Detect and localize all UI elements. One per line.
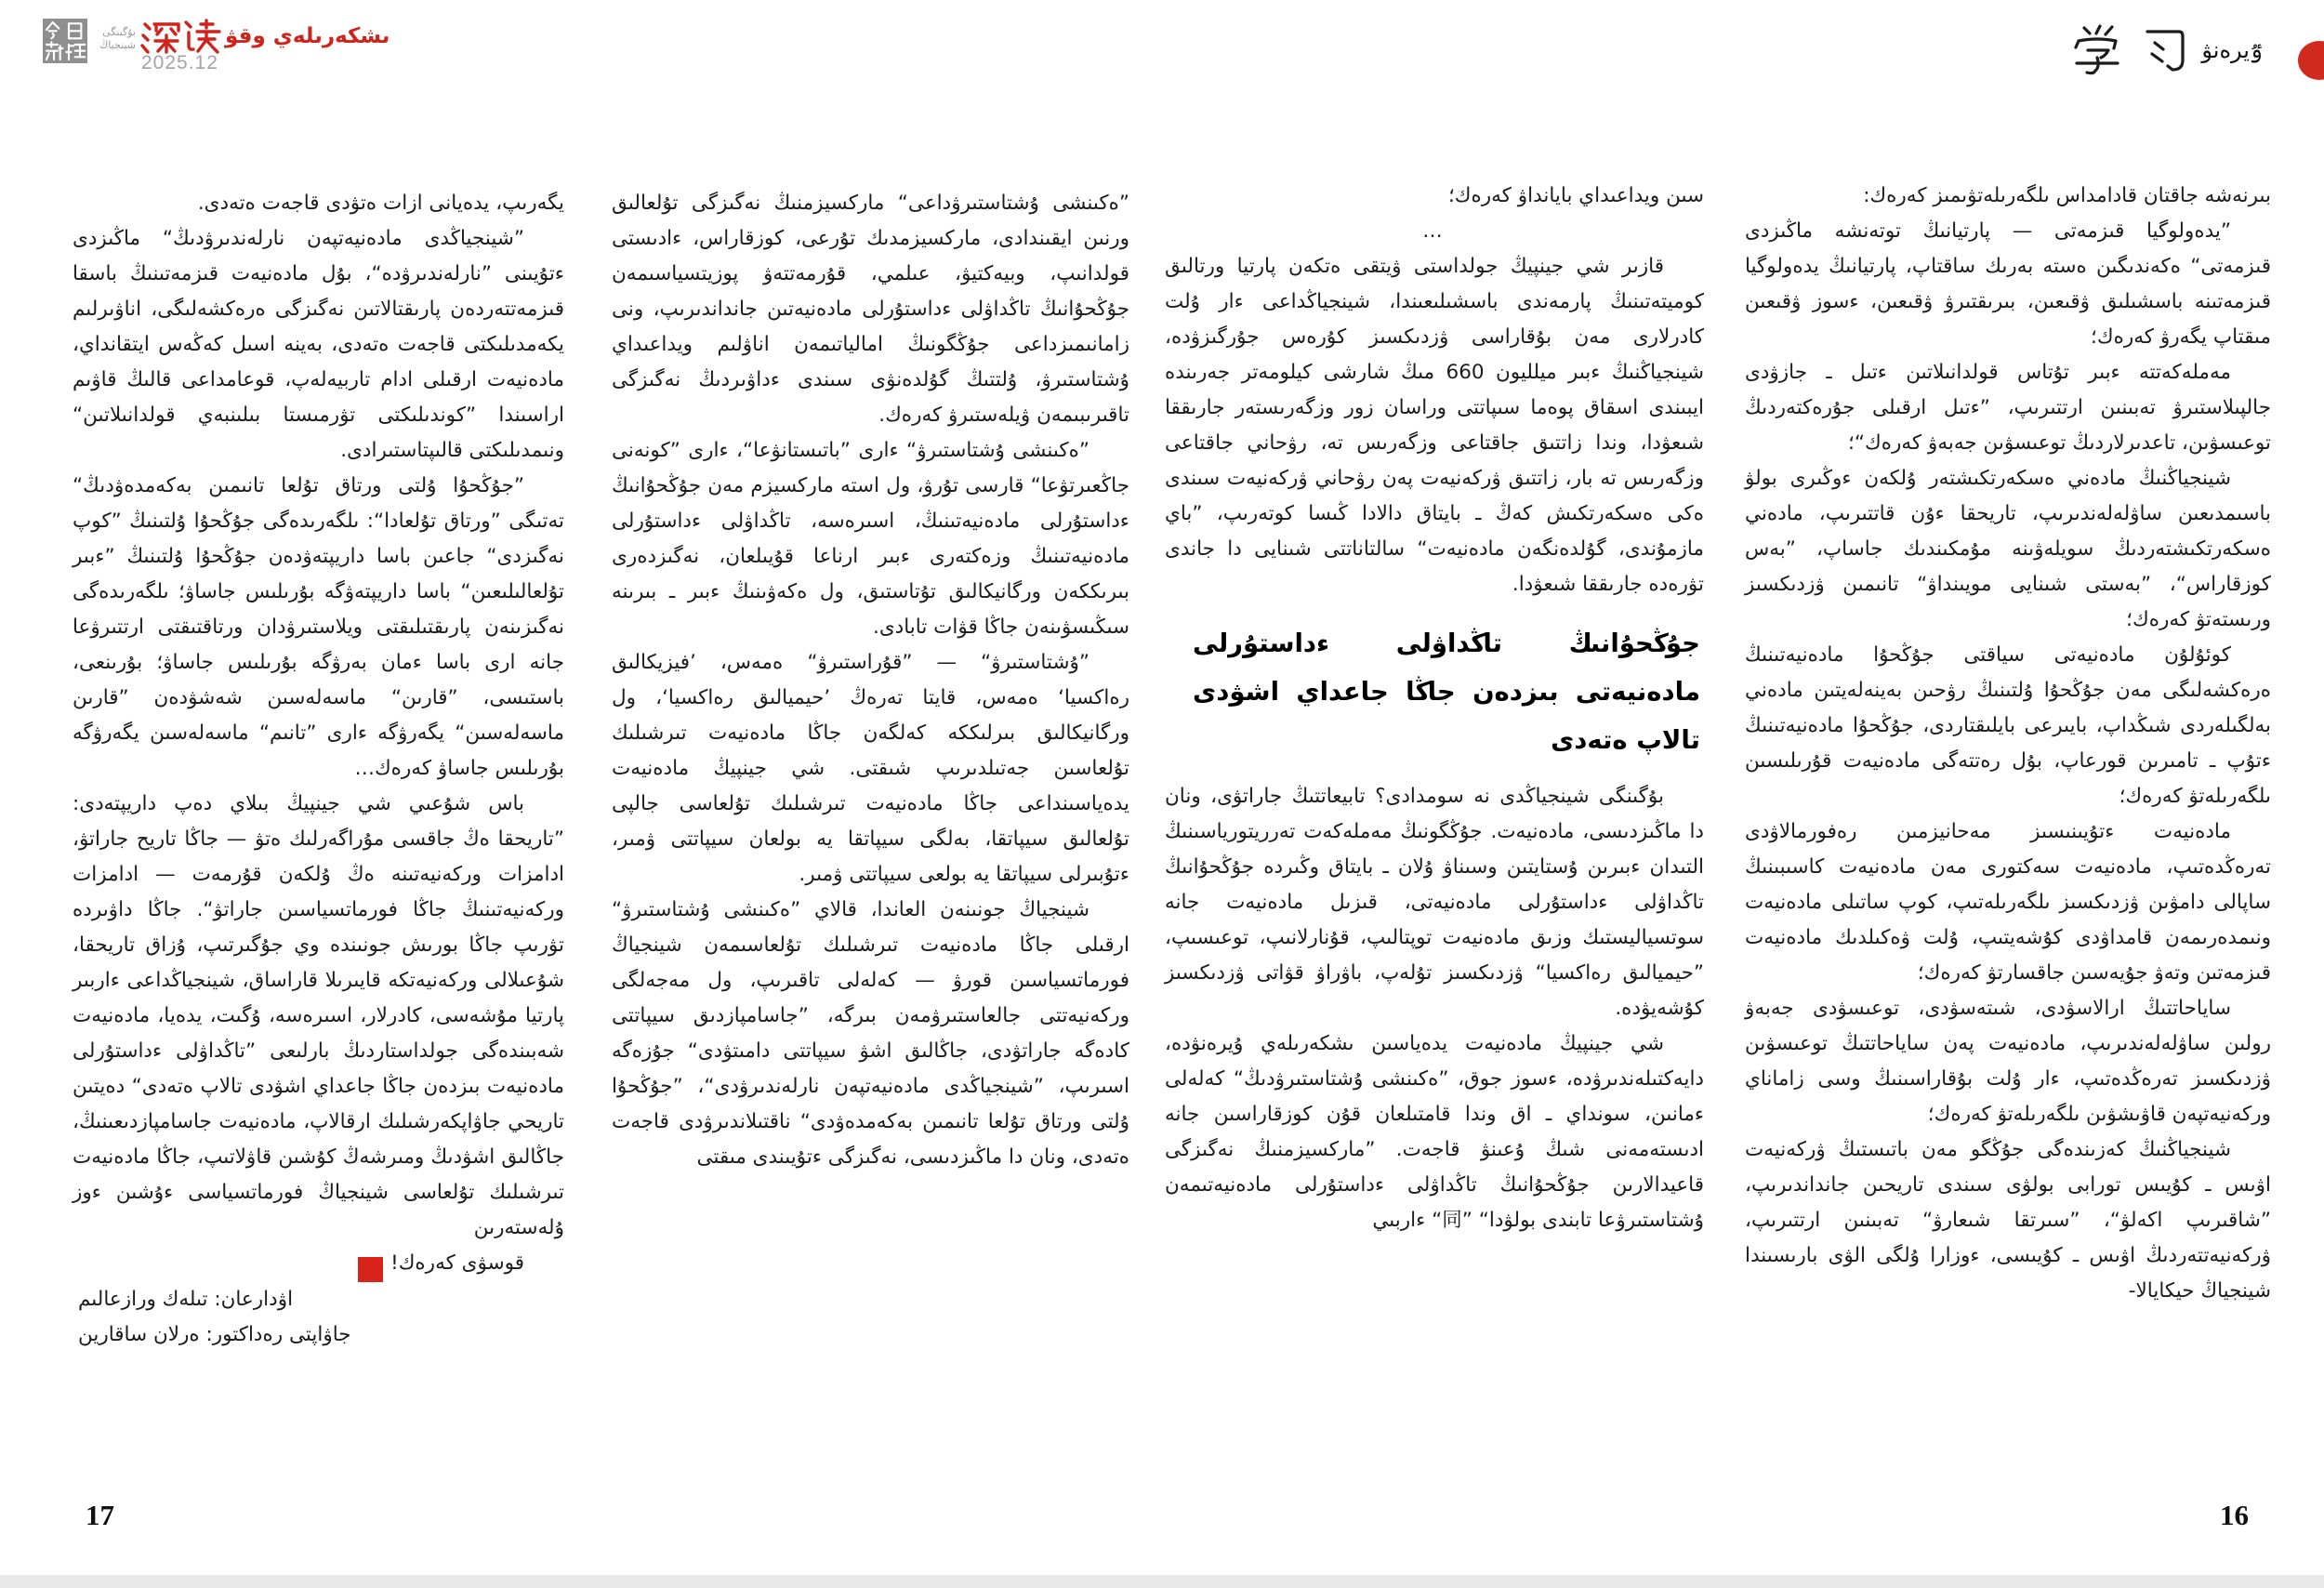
body-paragraph: ”يدەولوگيا قىزمەتى — پارتيانىڭ توتەنشە ماڭىزدى قىزمەتى“ ەكەندىگىن ەستە بەرىك ساقتاپ، پارتيانىڭ يدەولوگيا قىزمەتىنە باسشىلىق ۋقىعىن، بىرىقتىرۋ ۋقىعىن، ءسوز ۋقىعىن مىقتاپ يگەرۋ كەرەك؛ (1745, 219, 2271, 349)
body-paragraph: … (1422, 219, 1446, 243)
body-paragraph: يگەرىپ، يدەيانى ازات ەتۋدى قاجەت ەتەدى. (197, 192, 564, 215)
body-paragraph: ”ەكىنشى ۇشتاستىرۋداعى“ ماركسيزمنىڭ نەگىزگى تۇلعالىق ورنىن ايقىندادى، ماركسيزمدىك تۇرعى، كوزقاراس، ءادىستى قولدانىپ، وبيەكتيۋ، عىلمي، قۇرمەتتەۋ پوزيتسياسىمەن جۇڭحۇانىڭ تاڭداۋلى ءداستۇرلى مادەنيەتىن جانداندىرىپ، ونى زامانىمىزداعى جۇڭگونىڭ امالياتىمەن اناۋلىم ويداعىداي ۇشتاستىرۋ، ۇلتتىڭ گۇلدەنۋى سىندى ءداۋىردىڭ نەگىزگى تاقىرىبىمەن ۋيلەستىرۋ كەرەك. (612, 192, 1129, 427)
logo-side-text (93, 26, 136, 52)
body-paragraph: كوئۇلۇن مادەنيەتى سياقتى جۇڭحۇا مادەنيەتىنىڭ ەرەكشەلىگى مەن جۇڭحۇا ۇلتىنىڭ رۋحىن بەينەلەيتىن مادەني بەلگىلەردى شىڭداپ، بايىرعى بايلىقتاردى، جۇڭحۇا مادەنيەتىنىڭ ءتۇپ ـ تامىرىن قورعاپ، بۇل رەتتەگى مادەنيەت قۇرىلىسىن ىلگەرىلەتۋ كەرەك؛ (1745, 643, 2271, 808)
section-title-kazakh: ىشكەرىلەي وقۋ (225, 24, 390, 48)
issue-date: 2025.12 (141, 52, 218, 73)
article-end-line: قوسۋى كەرەك!ل (73, 1246, 564, 1282)
body-paragraph: شينجياڭ جونىنەن العاندا، قالاي ”ەكىنشى ۇشتاستىرۋ“ ارقىلى جاڭا مادەنيەت تىرشىلىك تۇلعاسىمەن شينجياڭ فورماتسياسىن قورۋ — كەلەلى تاقىرىپ، ول مەجەلگى وركەنيەتتى جالعاستىرۋمەن بىرگە، ”جاسامپازدىق سيپاتتى كادەگە جاراتۋدى، جاڭالىق اشۋ سيپاتتى دامىتۋدى“ جۇزەگە اسىرىپ، ”شينجياڭدى مادەنيەتپەن نارلەندىرۋدى“، ”جۇڭحۇا ۇلتى ورتاق تۇلعا تانىمىن بەكەمدەۋدى“ ناقتىلاندىرۋدى قاجەت ەتەدى، ونان دا ماڭىزدىسى، نەگىزگى ءتۇيىندى مىقتى (612, 898, 1129, 1169)
body-paragraph: مادەنيەت ءتۇيىنىسىز مەحانيزمىن رەفورمالاۋدى تەرەڭدەتىپ، مادەنيەت سەكتورى مەن مادەنيەت كاسىبىنىڭ ساپالى دامۋىن ۋزدىكسىز ىلگەرىلەتىپ، كوپ ساتىلى مادەنيەت ونىمدەرىمەن قامداۋدى كۇشەيتىپ، ۇلت ۋەكىلدىك مادەنيەت قىزمەتىن وتەۋ جۇيەسىن جاقسارتۋ كەرەك؛ (1745, 820, 2271, 985)
article-subhead: جۇڭحۇانىڭ تاڭداۋلى ءداستۇرلى مادەنيەتى بىزدەن جاڭا جاعداي اشۋدى تالاپ ەتەدى (1193, 629, 1700, 755)
body-paragraph: ”ەكىنشى ۇشتاستىرۋ“ ءارى ”باتىستانۋعا“، ءارى ”كونەنى جاڭعىرتۋعا“ قارسى تۇرۋ، ول استە ماركسيزم مەن جۇڭحۇانىڭ ءداستۇرلى مادەنيەتىنىڭ، اسىرەسە، تاڭداۋلى ءداستۇرلى مادەنيەتىنىڭ وزەكتەرى ءبىر ارناعا قۇيىلعان، نەگىزدەرى بىرىككەن ورگانيكالىق تۇتاستىق، ول ەكەۋىنىڭ ءبىر ـ بىرىنە سىڭىسۋىنەن جاڭا قۋات تابادى. (612, 439, 1129, 639)
body-paragraph: شي جينپيڭ مادەنيەت يدەياسىن ىشكەرىلەي ۇيرەنۋدە، دايەكتىلەندىرۋدە، ءسوز جوق، ”ەكىنشى ۇشتاستىرۋدىڭ“ كەلەلى ءمانىن، سونداي ـ اق وندا قامتىلعان قۇن كوزقاراسىن جانە ادىستەمەنى شىڭ ۇعىنۋ قاجەت. ”ماركسيزمنىڭ نەگىزگى قاعيدالارىن جۇڭحۇانىڭ تاڭداۋلى ءداستۇرلى مادەنيەتىمەن ۇشتاستىرۋعا تابندى بولۋدا“ ”同“ ءاربىي (1165, 1032, 1704, 1232)
body-paragraph: قازىر شي جينپيڭ جولداستى ۋيتقى ەتكەن پارتيا ورتالىق كوميتەتىنىڭ پارمەندى باسشىلىعىندا، شينجياڭداعى ءار ۇلت كادرلارى مەن بۇقاراسى ۋزدىكسىز كۇرەس جۇرگىزۋدە، شينجياڭنىڭ ءبىر ميلليون 660 مىڭ شارشى كيلومەتر جەرىندە ايبىندى اسقاق پوەما سىپاتتى وراسان زور وزگەرىستەر جارىققا شىعۋدا، وندا زاتتىق جاقتاعى وزگەرىس تە، رۋحاني جاقتاعى وزگەرىس تە بار، زاتتىق ۋركەنيەت پەن رۋحاني ۋركەنيەت سىندى ەكى ەسكەرتكىش كەڭ ـ بايتاق دالادا ڭىسا كوتەرىپ، ”باي مازمۇندى، گۇلدەنگەن مادەنيەت“ سالتاناتتى شىنايى دا جاندى تۋرەدە جارىققا شىعۋدا. (1165, 255, 1705, 596)
logo-side-line2: شينجياڭ (99, 39, 136, 51)
page17-column-right (612, 186, 1129, 1175)
red-dot-ornament (2298, 41, 2324, 80)
page-number-17: 17 (86, 1499, 114, 1531)
logo-side-line1: بۇگىنگى (102, 26, 136, 38)
body-paragraph: بىرنەشە جاقتان قادامداس ىلگەرىلەتۋىمىز كەرەك: (1863, 184, 2271, 207)
body-paragraph: ”ۇشتاستىرۋ“ — ”قۇراستىرۋ“ ەمەس، ’فيزيكالىق رەاكسيا‘ ەمەس، قايتا تەرەڭ ’حيميالىق رەاكسيا‘، ول ورگانيكالىق بىرلىككە كەلگەن جاڭا مادەنيەت تىرشىلىك تۇلعاسىن جەتىلدىرىپ شىقتى. شي جينپيڭ مادەنيەت يدەياسىنداعى جاڭا مادەنيەت تىرشىلىك تۇلعاسى جالپى تۇلعالىق سيپاتقا، بەلگى سيپاتقا يە بولعان سيپاتتى ۋمىر، ءتۇبىرلى سيپاتقا يە بولعى سيپاتتى ۋمىر. (612, 651, 1129, 886)
credit-line: جاۋاپتى رەداكتور: ەرلان ساقارين (78, 1323, 351, 1346)
page-number-16: 16 (2220, 1499, 2249, 1531)
body-paragraph: باس شۇعىي شي جينپيڭ بىلاي دەپ داريپتەدى: ”تاريحقا ەڭ جاقسى مۇراگەرلىك ەتۋ — جاڭا تاريح جاراتۋ، ادامزات وركەنيەتىنە ەڭ ۇلكەن قۇرمەت — ادامزات وركەنيەتىنىڭ جاڭا فورماتسياسىن جاراتۋ“. جاڭا داۋىردە تۋرىپ جاڭا بورىش جونىندە وي جۇگىرتىپ، ۇزاق تاريحقا، شۇعىلالى وركەنيەتكە قايىرىلا قاراساق، شينجياڭداعى ءاربىر پارتيا مۇشەسى، كادرلار، اسىرەسە، ۇگىت، يدەيا، مادەنيەت شەبىندەگى جولداستاردىڭ بارلىعى ”تاڭداۋلى ءداستۇرلى مادەنيەت بىزدەن جاڭا جاعداي اشۋدى تالاپ ەتەدى“ دەيتىن تاريحي جاۋاپكەرشىلىك ارقالاپ، مادەنيەت جاسامپازدىعىنىڭ، جاڭالىق اشۋدىڭ ومىرشەڭ كۇشىن قاۋلاتىپ، جاڭا مادەنيەت تىرشىلىك تۇلعاسى شينجياڭ فورماتسياسى ءۇشىن ءوز ۇلەستەرىن (73, 792, 564, 1239)
column-title-kazakh: ٷيرەنۋ (2201, 37, 2263, 63)
body-paragraph: سىن ويداعىداي بايانداۋ كەرەك؛ (1447, 184, 1704, 207)
jinri-xinjiang-logo-glyphs (43, 19, 87, 63)
jinri-xinjiang-logo (43, 19, 87, 63)
credit-line: اۋدارعان: تىلەك ورازعالىم (78, 1288, 294, 1311)
page17-column-left (73, 186, 564, 1353)
page-edge-shadow (0, 1575, 2324, 1588)
body-paragraph: شينجياڭنىڭ كەزىندەگى جۇڭگو مەن باتىستىڭ ۋركەنيەت اۋىس ـ كۇيىس تورابى بولۋى سىندى تاريحىن جانداندىرىپ، ”شاقىرىپ اكەلۋ“، ”سىرتقا شىعارۋ“ تەبىنىن ارتتىرىپ، ۋركەنيەتتەردىڭ اۋىس ـ كۇيىسى، ءوزارا ۇلگى الۋى بارىسىندا شينجياڭ حيكايالا- (1745, 1138, 2271, 1303)
article-end-mark-icon: ل (358, 1257, 383, 1282)
body-paragraph: ساياحاتتىڭ ارالاسۋدى، شىتەسۋدى، توعىسۋدى جەبەۋ رولىن ساۋلەلەندىرىپ، مادەنيەت پەن ساياحاتتىڭ توعىسۋىن ۋزدىكسىز تەرەڭدەتىپ، ءار ۇلت بۇقاراسىنىڭ وسى زاماناي وركەنيەتپەن قاۋىشۋىن ىلگەرىلەتۋ كەرەك؛ (1745, 997, 2271, 1126)
body-paragraph: ”جۇڭحۇا ۇلتى ورتاق تۇلعا تانىمىن بەكەمدەۋدىڭ“ تەتىگى ”ورتاق تۇلعادا“: ىلگەرىدەگى جۇڭحۇا ۇلتىنىڭ ”كوپ نەگىزدى“ جاعىن باسا داريپتەۋدەن جۇڭحۇا ۇلتىنىڭ ”ءبىر تۇلعالىلىعىن“ باسا داريپتەۋگە بۇرىلىس جاساۋ؛ ىلگەرىدەگى نەگىزىنەن پارىقتىلىقتى ويلاستىرۋدان ورتاقتىقتى ارتتىرۋعا جانە ارى باسا ءمان بەرۋگە بۇرىلىس جاساۋ؛ بۇرىنعى، باستىسى، ”قارىن“ ماسەلەسىن شەشۋدەن ”قارىن ماسەلەسىن“ يگەرۋگە ءارى ”تانىم“ ماسەلەسىن يگەرۋگە بۇرىلىس جاساۋ كەرەك… (73, 474, 564, 780)
column-title-chinese (2071, 20, 2194, 82)
body-paragraph: بۇگىنگى شينجياڭدى نە سومدادى؟ تابيعاتتىڭ جاراتۋى، ونان دا ماڭىزدىسى، مادەنيەت. جۇڭگونىڭ مەملەكەت تەرريتورياسىنىڭ التىدان ءبىرىن ۇستايتىن وسىناۋ ۇلان ـ بايتاق وڭىردە جۇڭحۇانىڭ تاڭداۋلى ءداستۇرلى مادەنيەتى، قىزىل مادەنيەت جانە سوتسياليستىك وزىق مادەنيەت توپتالىپ، قۇنارلانىپ، توعىسىپ، ”حيميالىق رەاكسيا“ ۋزدىكسىز تۇلەپ، باۋراۋ قۋاتى ۋزدىكسىز كۇشەيۋدە. (1165, 785, 1704, 1020)
page16-column-right (1745, 179, 2271, 1309)
body-paragraph: شينجياڭنىڭ مادەني ەسكەرتكىشتەر ۇلكەن ءوڭىرى بولۋ باسىمدىعىن ساۋلەلەندىرىپ، تاريحقا ءۇن قاتتىرىپ، مادەني ەسكەرتكىشتەردىڭ سويلەۋىنە مۇمكىندىك جاساپ، ”بەس كوزقاراس“، ”بەستى شىنايى مويىنداۋ“ تانىمىن ۋزدىكسىز ورىستەتۋ كەرەك؛ (1745, 467, 2271, 631)
body-paragraph: مەملەكەتتە ءبىر تۇتاس قولدانىلاتىن ءتىل ـ جازۋدى جالپىلاستىرۋ تەبىنىن ارتتىرىپ، ”ءتىل ارقىلى جۇرەكتەردىڭ توعىسۋىن، تاعدىرلاردىڭ توعىسۋىن جەبەۋ كەرەك“؛ (1745, 361, 2271, 455)
body-paragraph: ”شينجياڭدى مادەنيەتپەن نارلەندىرۋدىڭ“ ماڭىزدى ءتۇيىنى ”نارلەندىرۋدە“، بۇل مادەنيەت قىزمەتىنىڭ باسقا قىزمەتتەردەن پارىقتالاتىن نەگىزگى ەرەكشەلىگى، اناۋىرلىم يكەمدىلىكتى قاجەت ەتەدى، بەينە اسىل كەڭەس ايتقانداي، مادەنيەت ارقىلى ادام تاربيەلەپ، قوعامداعى قالىڭ قاۋىم اراسىندا ”كوندىلىكتى تۋرمىستا بىلىنبەي قولدانىلاتىن“ ونىمدىلىكتى قالىپتاستىرادى. (73, 227, 564, 462)
page16-column-left (1165, 179, 1704, 1238)
